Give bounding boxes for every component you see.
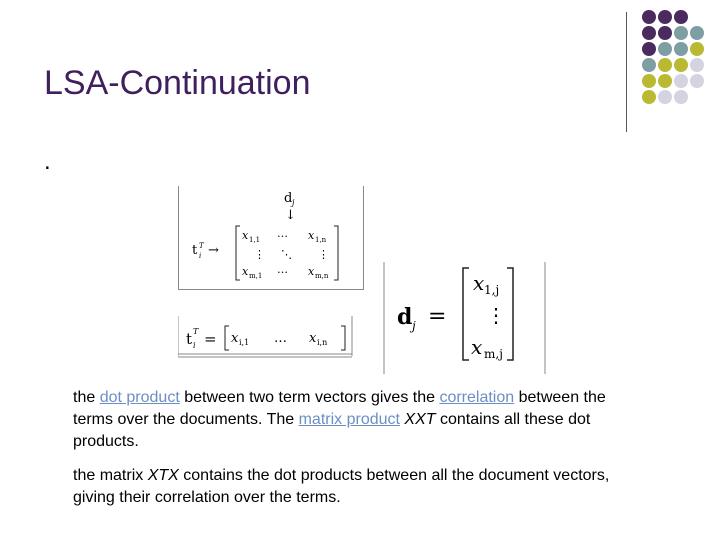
last-element-sub: i,n [317,338,328,347]
cell-x11-sub: 1,1 [249,236,261,244]
text-segment: between the terms over the documents. The [73,389,606,428]
top-element: x [473,271,485,295]
paragraph-xtx [73,465,633,509]
text-segment: contains the dot products between all the document vectors, giving their correlation over the terms. [73,467,610,506]
col-label: d [284,191,293,206]
cell-x1n-sub: 1,n [315,236,327,244]
row-sup: T [199,242,204,250]
document-vector-svg [383,262,547,374]
right-bracket [334,226,338,280]
correlation-link[interactable]: correlation [439,389,515,406]
text-segment: the matrix [73,467,144,484]
bottom-element-sub: m,j [484,347,503,361]
cell-vdots: ⋮ [318,248,329,261]
matrix-product-link[interactable]: matrix product [298,411,400,428]
slide-title: LSA-Continuation [44,64,311,102]
element-dots: … [274,331,287,346]
decor-dot [690,58,704,72]
decor-dot [658,58,672,72]
decor-dot [642,10,656,24]
left-bracket [236,226,240,280]
equals-sign: = [428,304,447,329]
decor-dot [690,42,704,56]
term-document-matrix-figure [178,186,364,290]
cell-xm1-sub: m,1 [249,272,263,280]
cell-xmn: x [308,265,315,278]
decor-dot [674,74,688,88]
first-element: x [231,331,239,346]
cell-x1n: x [308,229,315,242]
element-vdots: ⋮ [486,303,506,327]
decor-dot [658,42,672,56]
equals-sign: = [204,330,217,348]
decor-dot [658,10,672,24]
term-vector-lhs: t [186,330,193,348]
text-segment: between two term vectors gives the [184,389,435,406]
row-sub: i [199,252,202,260]
decor-dot-grid [640,10,720,120]
decor-dot [690,74,704,88]
arrow-right-icon: → [208,243,219,258]
term-document-matrix-svg [178,186,364,290]
document-vector-figure [383,262,547,374]
math-expression: XTX [147,467,179,484]
decor-dot [642,58,656,72]
cell-ddots: ⋱ [281,248,292,261]
decor-dot [690,26,704,40]
cell-dots: … [277,263,288,276]
cell-x11: x [242,229,249,242]
decor-dot [674,26,688,40]
decor-dot [674,42,688,56]
doc-vector-sub: j [412,319,416,333]
decor-dot [674,90,688,104]
decor-dot [674,10,688,24]
dot-product-link[interactable]: dot product [99,389,180,406]
term-vector-sup: T [193,327,199,336]
cell-dots: … [277,227,288,240]
decor-dot [658,74,672,88]
first-element-sub: i,1 [239,338,250,347]
math-expression: XXT [404,411,436,428]
doc-vector-lhs: d [397,304,413,330]
arrow-down-icon: ↓ [285,208,296,223]
decor-dot [642,26,656,40]
top-element-sub: 1,j [484,283,500,297]
cell-xm1: x [242,265,249,278]
cell-vdots: ⋮ [254,248,265,261]
text-segment: contains all these dot products. [73,411,591,450]
last-element: x [309,331,317,346]
decor-dot [658,26,672,40]
col-sub: j [292,198,295,207]
term-vector-sub: i [193,341,196,350]
decor-dot [642,74,656,88]
decor-dot [674,58,688,72]
bullet-point: . [44,148,51,175]
term-vector-svg [178,314,354,360]
decor-dot [642,42,656,56]
text-segment: the [73,389,96,406]
decor-divider-line [626,12,627,132]
row-label: t [192,243,198,258]
decor-dot [642,90,656,104]
cell-xmn-sub: m,n [315,272,329,280]
term-vector-figure [178,314,354,360]
decor-dot [658,90,672,104]
paragraph-dot-product [73,387,633,453]
bottom-element: x [471,335,483,359]
